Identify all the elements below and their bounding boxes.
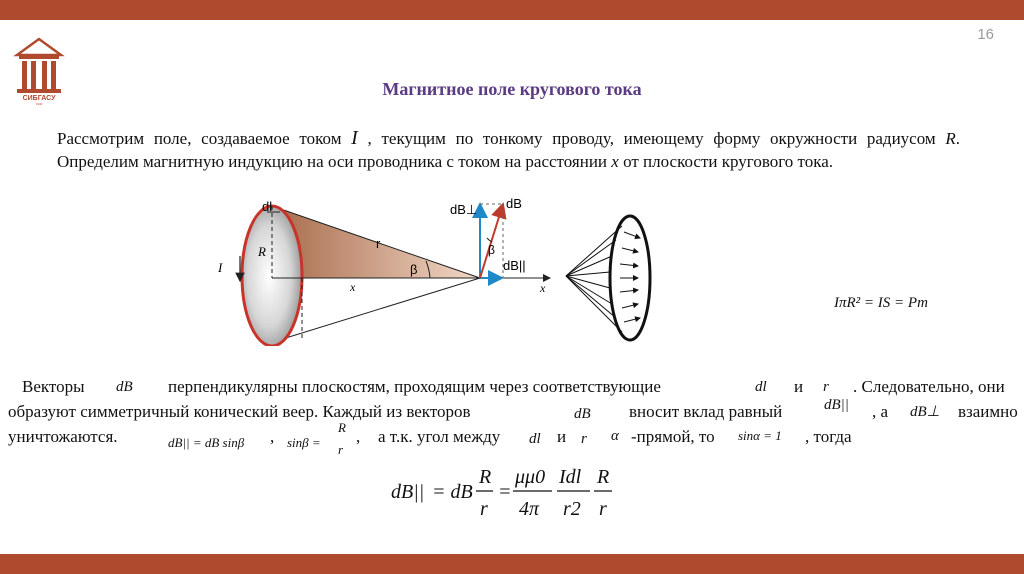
final-r1: r: [480, 498, 488, 520]
final-r3: r: [599, 498, 607, 520]
top-bar: [0, 0, 1024, 20]
final-4pi: 4π: [519, 498, 540, 520]
vector-fan-diagram: [562, 214, 654, 346]
page-number: 16: [977, 26, 994, 43]
bottom-bar: [0, 554, 1024, 574]
intro-paragraph: Рассмотрим поле, создаваемое током I , текущим по тонкому проводу, имеющему форму окружности радиусом R. Определим магнитную индукцию на оси проводника с током на расстоянии x от плоскости кругового тока.: [57, 127, 961, 171]
label-dB-par: dB||: [503, 258, 526, 273]
label-x: x: [350, 280, 356, 294]
final-formula: [387, 463, 627, 528]
final-eq1: = dB: [432, 481, 473, 503]
magnetic-moment-formula: IπR² = IS = Pm: [834, 295, 928, 311]
final-r2: r2: [563, 498, 581, 520]
final-R1: R: [479, 466, 492, 488]
svg-text:1930: 1930: [35, 102, 43, 105]
page-title: Магнитное поле кругового тока: [382, 79, 642, 99]
label-dB-perp: dB⊥: [450, 202, 478, 217]
label-dl: dl: [262, 199, 273, 214]
final-eq2: =: [498, 481, 512, 503]
label-x-axis: x: [540, 281, 546, 295]
logo-text: СИБГАСУ: [22, 95, 56, 102]
final-R2: R: [597, 466, 610, 488]
label-r: r: [376, 236, 381, 251]
body-paragraph: Векторы dB перпендикулярны плоскостям, проходящим через соответствующие dl и r . Следовательно, они образуют симметричный конический веер. Каждый из векторов dB вносит вклад равный dB|| , а dB⊥ взаимно уничтожаются. dB|| = dB sinβ , sinβ = R r , а т.к. угол между dl и r α -прямой, то sinα = 1 , тогда: [8, 377, 1018, 457]
label-dB: dB: [506, 196, 522, 211]
final-mu: μμ0: [515, 466, 546, 488]
final-lhs: dB||: [391, 481, 425, 503]
final-Idl: Idl: [559, 466, 582, 488]
label-R: R: [258, 244, 266, 259]
label-beta2: β: [488, 243, 495, 257]
label-I: I: [218, 260, 223, 275]
label-beta: β: [410, 262, 418, 277]
